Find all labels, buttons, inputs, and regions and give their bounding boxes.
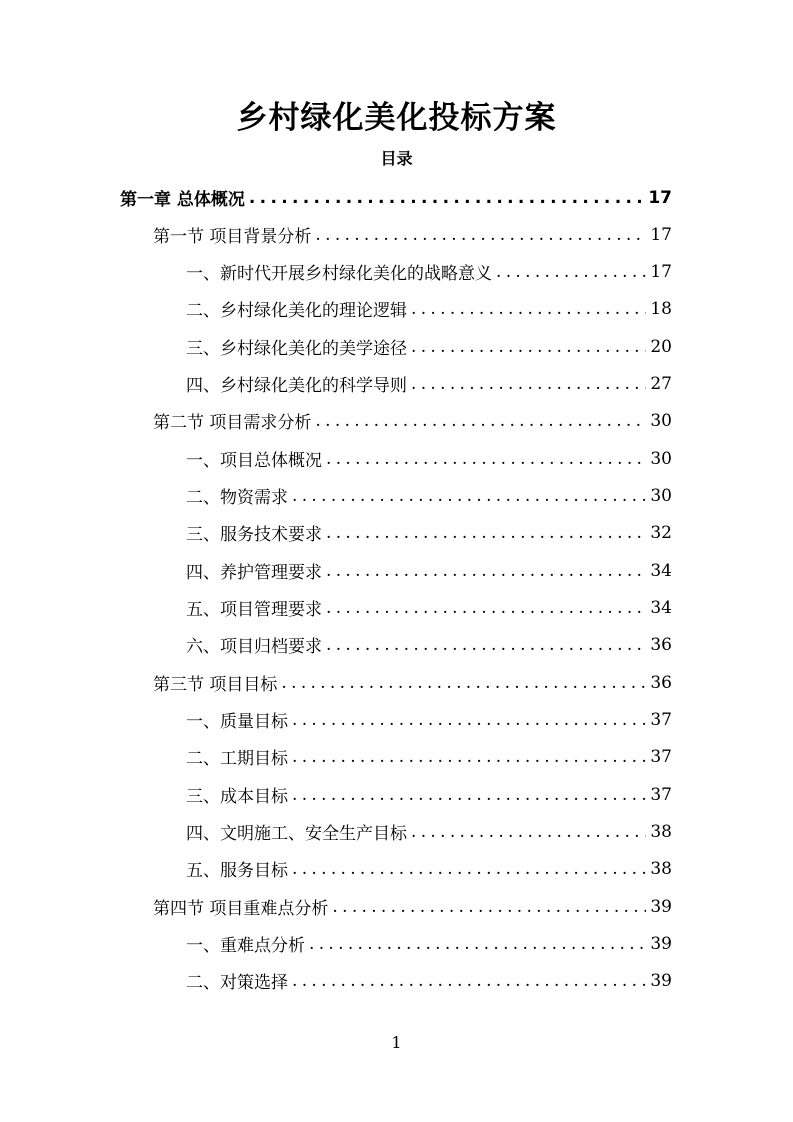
toc-entry-label: 四、文明施工、安全生产目标 [186, 824, 407, 844]
toc-leader-dots [332, 897, 646, 917]
toc-entry-page: 39 [650, 933, 672, 954]
toc-entry-page: 18 [650, 298, 672, 319]
toc-entry-label: 一、项目总体概况 [186, 451, 322, 471]
toc-leader-dots [315, 411, 646, 431]
toc-leader-dots [292, 747, 646, 767]
toc-heading: 目录 [380, 149, 413, 168]
toc-leader-dots [411, 299, 646, 319]
toc-leader-dots [249, 188, 644, 208]
document-title: 乡村绿化美化投标方案 [236, 100, 557, 136]
toc-entry-label: 六、项目归档要求 [186, 637, 322, 657]
toc-entry[interactable] [120, 179, 672, 216]
toc-entry[interactable] [186, 626, 672, 663]
toc-entry[interactable] [186, 328, 672, 365]
toc-entry-label: 二、物资需求 [186, 488, 288, 508]
toc-leader-dots [292, 710, 646, 730]
toc-leader-dots [292, 486, 646, 506]
toc-entry-label: 二、工期目标 [186, 749, 288, 769]
toc-entry-page: 37 [650, 784, 672, 805]
toc-entry-page: 17 [650, 224, 672, 245]
toc-entry[interactable] [186, 477, 672, 514]
toc-leader-dots [496, 262, 646, 282]
toc-entry-label: 一、质量目标 [186, 712, 288, 732]
toc-leader-dots [411, 337, 646, 357]
toc-entry-label: 第三节 项目目标 [153, 675, 278, 695]
toc-entry[interactable] [186, 962, 672, 999]
toc-entry[interactable] [186, 253, 672, 290]
toc-leader-dots [292, 971, 646, 991]
toc-entry-label: 三、服务技术要求 [186, 525, 322, 545]
toc-entry[interactable] [186, 552, 672, 589]
toc-entry[interactable] [153, 402, 672, 439]
toc-entry-label: 三、成本目标 [186, 787, 288, 807]
toc-leader-dots [281, 673, 646, 693]
toc-entry[interactable] [186, 738, 672, 775]
toc-leader-dots [292, 785, 646, 805]
toc-entry-page: 38 [650, 821, 672, 842]
toc-entry-label: 二、对策选择 [186, 973, 288, 993]
toc-entry-label: 四、养护管理要求 [186, 563, 322, 583]
toc-entry-label: 第二节 项目需求分析 [153, 413, 312, 433]
toc-entry-page: 17 [650, 261, 672, 282]
toc-entry-page: 30 [650, 485, 672, 506]
toc-entry-label: 一、新时代开展乡村绿化美化的战略意义 [186, 264, 492, 284]
toc-leader-dots [326, 598, 646, 618]
toc-entry-page: 27 [650, 373, 672, 394]
toc-entry[interactable] [153, 888, 672, 925]
toc-leader-dots [411, 822, 646, 842]
page-number: 1 [391, 1033, 402, 1052]
toc-entry[interactable] [186, 365, 672, 402]
toc-entry-page: 38 [650, 858, 672, 879]
toc-entry-label: 第一章 总体概况 [120, 190, 245, 210]
toc-entry-page: 36 [650, 672, 672, 693]
toc-leader-dots [309, 934, 646, 954]
toc-entry[interactable] [153, 216, 672, 253]
toc-entry-page: 34 [650, 597, 672, 618]
toc-entry-page: 30 [650, 410, 672, 431]
toc-entry[interactable] [186, 514, 672, 551]
toc-entry[interactable] [186, 589, 672, 626]
toc-entry-page: 39 [650, 970, 672, 991]
toc-entry-label: 第一节 项目背景分析 [153, 227, 312, 247]
toc-entry-label: 四、乡村绿化美化的科学导则 [186, 376, 407, 396]
toc-leader-dots [326, 635, 646, 655]
toc-leader-dots [315, 225, 646, 245]
toc-entry-label: 一、重难点分析 [186, 936, 305, 956]
toc-entry-label: 五、项目管理要求 [186, 600, 322, 620]
toc-entry[interactable] [186, 701, 672, 738]
toc-entry[interactable] [186, 813, 672, 850]
toc-entry[interactable] [186, 290, 672, 327]
toc-entry-label: 五、服务目标 [186, 861, 288, 881]
toc-entry-label: 第四节 项目重难点分析 [153, 899, 329, 919]
toc-leader-dots [411, 374, 646, 394]
toc-leader-dots [326, 523, 646, 543]
toc-entry-label: 三、乡村绿化美化的美学途径 [186, 339, 407, 359]
toc-entry[interactable] [186, 925, 672, 962]
toc-entry[interactable] [186, 440, 672, 477]
toc-entry-page: 34 [650, 560, 672, 581]
toc-leader-dots [326, 449, 646, 469]
toc-entry[interactable] [186, 850, 672, 887]
toc-entry-page: 37 [650, 709, 672, 730]
toc-entry[interactable] [153, 664, 672, 701]
toc-entry-label: 二、乡村绿化美化的理论逻辑 [186, 301, 407, 321]
toc-entry-page: 36 [650, 634, 672, 655]
toc-leader-dots [292, 859, 646, 879]
toc-entry[interactable] [186, 776, 672, 813]
toc-entry-page: 20 [650, 336, 672, 357]
toc-entry-page: 32 [650, 522, 672, 543]
toc-leader-dots [326, 561, 646, 581]
toc-entry-page: 37 [650, 746, 672, 767]
toc-entry-page: 17 [648, 187, 672, 208]
toc-entry-page: 39 [650, 896, 672, 917]
toc-entry-page: 30 [650, 448, 672, 469]
